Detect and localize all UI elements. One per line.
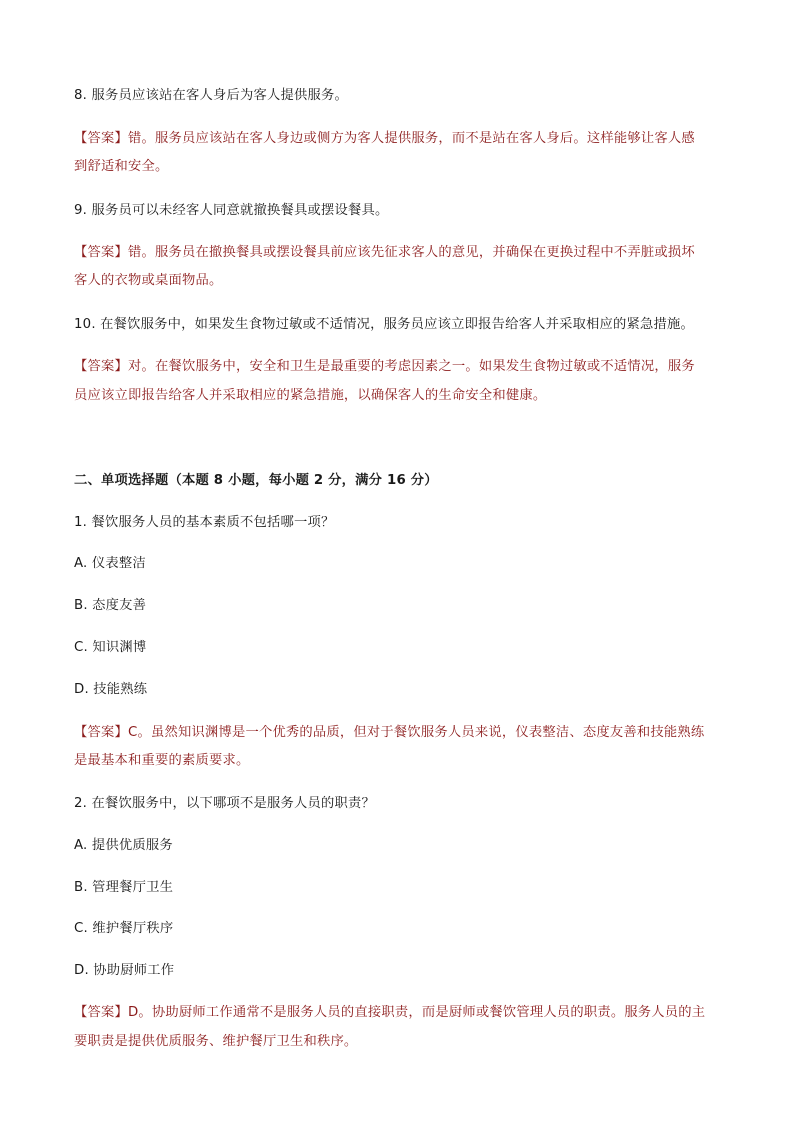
option-1c: C. 知识渊博 [74,640,147,655]
answer-9-line-2: 客人的衣物或桌面物品。 [74,273,223,288]
option-2d: D. 协助厨师工作 [74,963,175,978]
answer-8-line-1: 【答案】错。服务员应该站在客人身边或侧方为客人提供服务，而不是站在客人身后。这样能够让客人感 [74,131,695,146]
option-1a: A. 仪表整洁 [74,556,146,571]
section-heading: 二、单项选择题（本题 8 小题，每小题 2 分，满分 16 分） [74,473,438,488]
choice-answer-2-line-2: 要职责是提供优质服务、维护餐厅卫生和秩序。 [74,1034,358,1049]
question-9: 9. 服务员可以未经客人同意就撤换餐具或摆设餐具。 [74,203,389,218]
choice-answer-1-line-1: 【答案】C。虽然知识渊博是一个优秀的品质，但对于餐饮服务人员来说，仪表整洁、态度友善和技能熟练 [74,725,705,740]
choice-question-1: 1. 餐饮服务人员的基本素质不包括哪一项？ [74,515,335,530]
choice-question-2: 2. 在餐饮服务中，以下哪项不是服务人员的职责？ [74,796,375,811]
answer-8-line-2: 到舒适和安全。 [74,159,169,174]
answer-9-line-1: 【答案】错。服务员在撤换餐具或摆设餐具前应该先征求客人的意见，并确保在更换过程中不弄脏或损坏 [74,245,695,260]
choice-answer-1-line-2: 是最基本和重要的素质要求。 [74,753,250,768]
option-1b: B. 态度友善 [74,598,147,613]
option-2a: A. 提供优质服务 [74,838,173,853]
answer-10-line-1: 【答案】对。在餐饮服务中，安全和卫生是最重要的考虑因素之一。如果发生食物过敏或不适情况，服务 [74,359,695,374]
question-8: 8. 服务员应该站在客人身后为客人提供服务。 [74,88,348,103]
question-10: 10. 在餐饮服务中，如果发生食物过敏或不适情况，服务员应该立即报告给客人并采取相应的紧急措施。 [74,317,695,332]
option-2c: C. 维护餐厅秩序 [74,921,174,936]
option-1d: D. 技能熟练 [74,682,148,697]
choice-answer-2-line-1: 【答案】D。协助厨师工作通常不是服务人员的直接职责，而是厨师或餐饮管理人员的职责。服务人员的主 [74,1005,706,1020]
answer-10-line-2: 员应该立即报告给客人并采取相应的紧急措施，以确保客人的生命安全和健康。 [74,388,547,403]
option-2b: B. 管理餐厅卫生 [74,880,174,895]
